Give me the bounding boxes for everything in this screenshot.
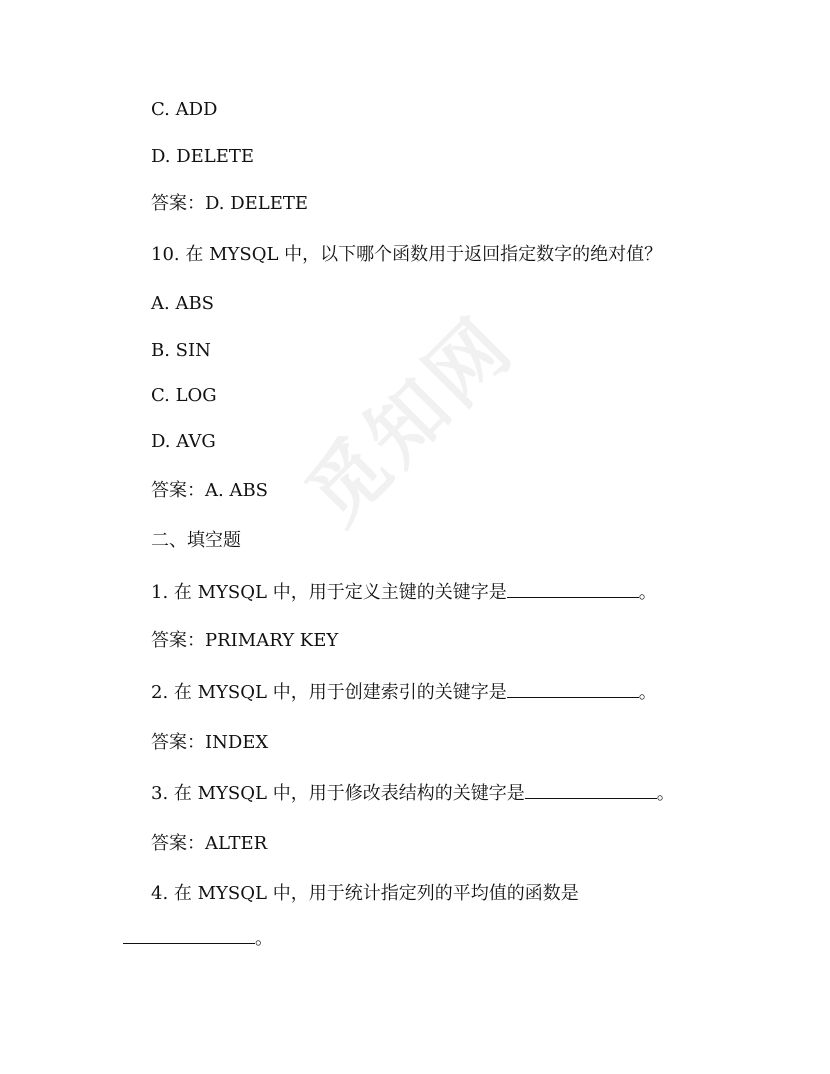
fill-question-3 — [151, 782, 675, 805]
option-d-avg: D. AVG — [151, 431, 216, 452]
fill-question-2 — [151, 681, 657, 704]
option-b-sin: B. SIN — [151, 340, 211, 361]
fill-question-2-text: 2. 在 MYSQL 中，用于创建索引的关键字是 — [151, 682, 507, 703]
answer-blank — [507, 581, 639, 598]
answer-blank — [507, 681, 639, 698]
fill-question-4: 4. 在 MYSQL 中，用于统计指定列的平均值的函数是 — [151, 883, 579, 904]
fill-answer-3: 答案：ALTER — [151, 833, 268, 854]
answer-blank — [525, 782, 657, 799]
fill-answer-2: 答案：INDEX — [151, 732, 269, 753]
option-d-delete: D. DELETE — [151, 146, 255, 167]
answer-9: 答案：D. DELETE — [151, 193, 309, 214]
option-c-add: C. ADD — [151, 99, 218, 120]
fill-answer-1: 答案：PRIMARY KEY — [151, 630, 339, 651]
fill-question-3-end: 。 — [656, 783, 675, 804]
watermark: 觅知网 — [290, 300, 532, 542]
fill-question-1 — [151, 581, 657, 604]
fill-question-2-end: 。 — [638, 682, 657, 703]
option-a-abs: A. ABS — [151, 293, 214, 314]
fill-question-4-blank-line — [123, 927, 273, 950]
fill-question-4-end: 。 — [255, 928, 273, 949]
fill-question-1-text: 1. 在 MYSQL 中，用于定义主键的关键字是 — [151, 582, 507, 603]
answer-10: 答案：A. ABS — [151, 480, 268, 501]
question-10: 10. 在 MYSQL 中，以下哪个函数用于返回指定数字的绝对值？ — [151, 244, 663, 265]
section-heading-fill-in-blank: 二、填空题 — [151, 530, 241, 551]
fill-question-3-text: 3. 在 MYSQL 中，用于修改表结构的关键字是 — [151, 783, 525, 804]
answer-blank — [123, 927, 255, 944]
option-c-log: C. LOG — [151, 385, 217, 406]
fill-question-1-end: 。 — [638, 582, 657, 603]
